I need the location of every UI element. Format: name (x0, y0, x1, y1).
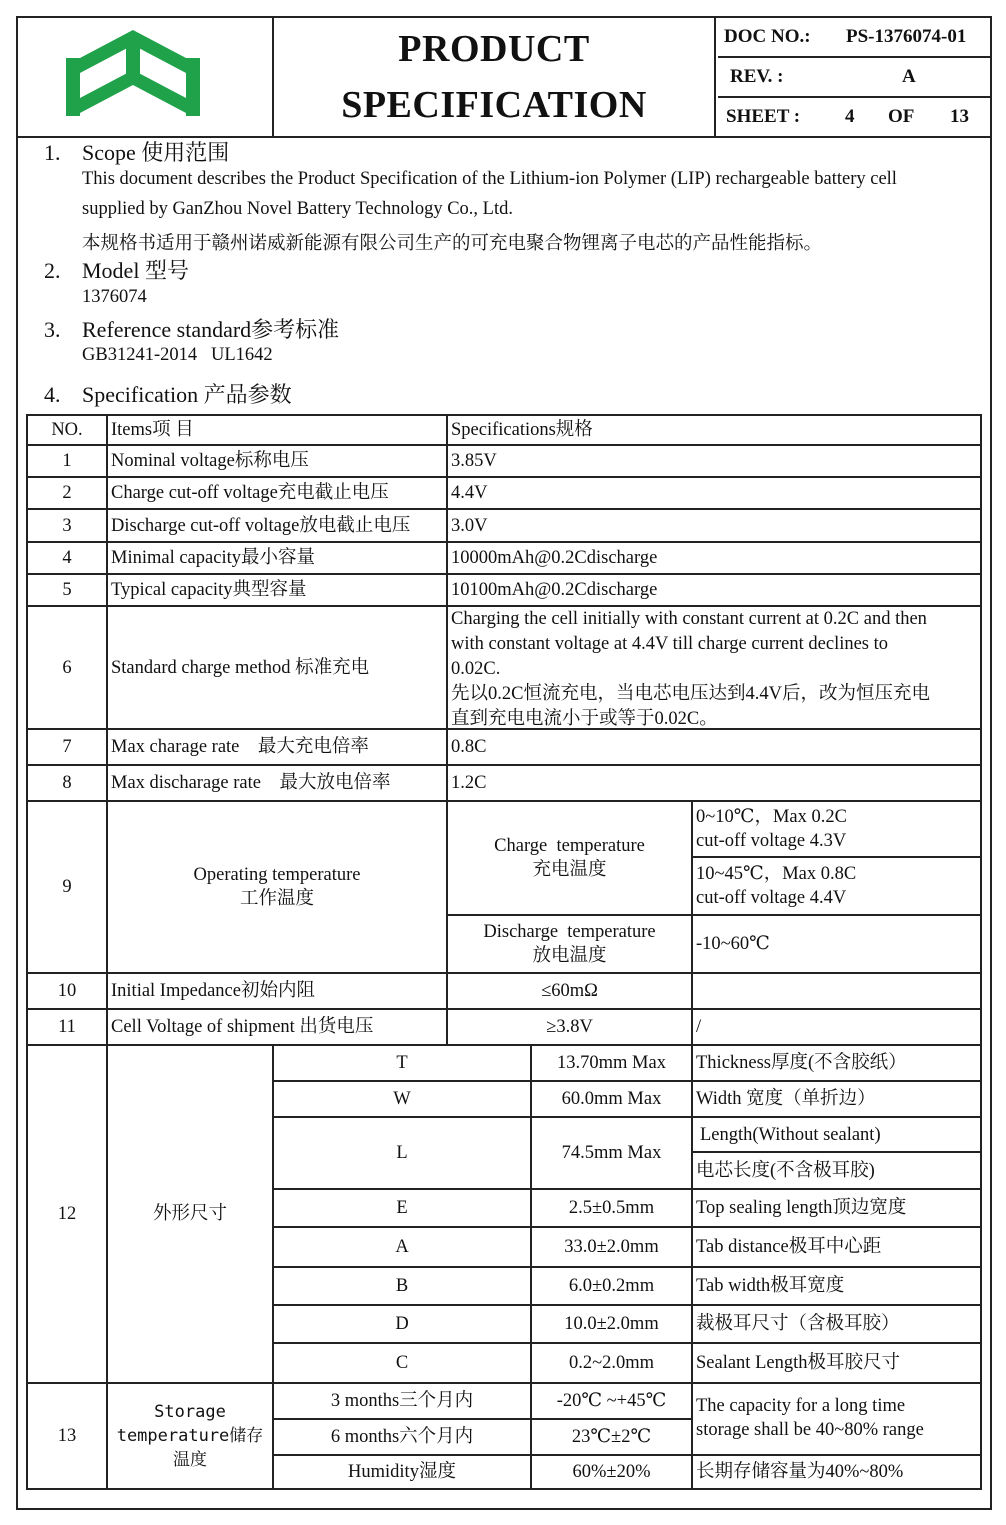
storage-period: 3 months三个月内 (272, 1382, 532, 1420)
dim-description: Width 宽度（单折边） (691, 1080, 982, 1118)
row-no: 13 (26, 1382, 108, 1490)
dim-description: Thickness厚度(不含胶纸） (691, 1044, 982, 1082)
dim-symbol: W (272, 1080, 532, 1118)
item-line: Charge temperature (494, 836, 645, 856)
row-item: Minimal capacity最小容量 (106, 541, 448, 575)
section-title: Scope 使用范围 (82, 140, 230, 165)
section-model (44, 254, 189, 285)
section-number: 3. (44, 317, 61, 342)
storage-value: -20℃ ~+45℃ (530, 1382, 693, 1420)
item-line: 充电温度 (532, 860, 607, 880)
dim-value: 60.0mm Max (530, 1080, 693, 1118)
total-sheets: 13 (950, 106, 969, 127)
dim-value: 33.0±2.0mm (530, 1226, 693, 1268)
storage-value: 23℃±2℃ (530, 1418, 693, 1456)
row-item: Standard charge method 标准充电 (106, 605, 448, 730)
row-spec: 3.85V (446, 444, 982, 478)
row-item: Max charage rate 最大充电倍率 (106, 728, 448, 766)
sheet-row (718, 98, 990, 136)
logo-cell (18, 18, 274, 136)
row-spec-multiline (446, 605, 982, 730)
rev-label: REV. : (730, 66, 784, 87)
col-header-no: NO. (26, 414, 108, 446)
row-spec: 4.4V (446, 476, 982, 510)
row-spec: 10000mAh@0.2Cdischarge (446, 541, 982, 575)
note-line: The capacity for a long time (696, 1396, 906, 1416)
row-item: Initial Impedance初始内阻 (106, 972, 448, 1010)
dim-value: 0.2~2.0mm (530, 1342, 693, 1384)
section-scope (44, 136, 229, 167)
dim-description: Tab width极耳宽度 (691, 1266, 982, 1306)
section-title: Reference standard参考标准 (82, 317, 340, 342)
dim-description: 裁极耳尺寸（含极耳胶） (691, 1304, 982, 1344)
discharge-range: -10~60℃ (691, 914, 982, 974)
row-spec: ≥3.8V (446, 1008, 693, 1046)
sheet-label: SHEET : (726, 106, 801, 127)
dim-description: Top sealing length顶边宽度 (691, 1188, 982, 1228)
row-spec: ≤60mΩ (446, 972, 693, 1010)
item-line: 工作温度 (239, 889, 314, 909)
section-specification (44, 378, 292, 409)
dim-description: 电芯长度(不含极耳胶) (691, 1151, 982, 1190)
item-line: Discharge temperature (483, 922, 656, 942)
row-spec: 10100mAh@0.2Cdischarge (446, 573, 982, 607)
col-header-items: Items项 目 (106, 414, 448, 446)
row-no: 8 (26, 764, 108, 802)
row-item: Charge cut-off voltage充电截止电压 (106, 476, 448, 510)
dim-value: 6.0±0.2mm (530, 1266, 693, 1306)
row-item: Max discharage rate 最大放电倍率 (106, 764, 448, 802)
row-no: 9 (26, 800, 108, 974)
storage-note-cn: 长期存储容量为40%~80% (691, 1454, 982, 1490)
row-spec: 0.8C (446, 728, 982, 766)
section-number: 2. (44, 258, 61, 283)
dim-description: Length(Without sealant) (691, 1116, 982, 1153)
spec-line: 0.02C. (451, 659, 501, 679)
doc-no-row (718, 18, 990, 58)
dim-symbol: B (272, 1266, 532, 1306)
model-value: 1376074 (82, 287, 147, 307)
row-item: Cell Voltage of shipment 出货电压 (106, 1008, 448, 1046)
dimensions-label: 外形尺寸 (106, 1044, 274, 1384)
dim-symbol: D (272, 1304, 532, 1344)
row-item: Discharge cut-off voltage放电截止电压 (106, 508, 448, 543)
storage-temperature-label (106, 1382, 274, 1490)
title-line-2: SPECIFICATION (341, 84, 647, 126)
rev-value: A (902, 66, 916, 87)
row-no: 12 (26, 1044, 108, 1384)
storage-humidity: Humidity湿度 (272, 1454, 532, 1490)
dim-description: Tab distance极耳中心距 (691, 1226, 982, 1268)
dim-value: 13.70mm Max (530, 1044, 693, 1082)
spec-page (16, 16, 992, 1510)
sheet-value: 4 (845, 106, 855, 127)
row-no: 11 (26, 1008, 108, 1046)
section-number: 1. (44, 140, 61, 165)
range-line: cut-off voltage 4.3V (696, 831, 847, 851)
range-line: 0~10℃，Max 0.2C (696, 807, 847, 827)
row-item: Nominal voltage标称电压 (106, 444, 448, 478)
charge-range-1 (691, 800, 982, 858)
row-no: 3 (26, 508, 108, 543)
document-header (18, 18, 990, 138)
spec-line: Charging the cell initially with constant current at 0.2C and then (451, 609, 927, 629)
doc-no-label: DOC NO.: (724, 26, 811, 47)
spec-line: with constant voltage at 4.4V till charge current declines to (451, 634, 889, 654)
dim-value: 74.5mm Max (530, 1116, 693, 1190)
discharge-temperature-cell (446, 914, 693, 974)
item-line: 放电温度 (532, 946, 607, 966)
storage-period: 6 months六个月内 (272, 1418, 532, 1456)
dim-symbol: E (272, 1188, 532, 1228)
row-no: 10 (26, 972, 108, 1010)
dim-symbol: T (272, 1044, 532, 1082)
dim-symbol: A (272, 1226, 532, 1268)
reference-value: GB31241-2014 UL1642 (82, 345, 273, 365)
section-title: Model 型号 (82, 258, 189, 283)
range-line: cut-off voltage 4.4V (696, 888, 847, 908)
doc-no-value: PS-1376074-01 (846, 26, 967, 47)
section-reference (44, 313, 339, 344)
section-title: Specification 产品参数 (82, 382, 292, 407)
document-title (274, 18, 716, 136)
spec-line: 先以0.2C恒流充电，当电芯电压达到4.4V后，改为恒压充电 (451, 684, 930, 704)
storage-value: 60%±20% (530, 1454, 693, 1490)
row-no: 1 (26, 444, 108, 478)
brand-logo-icon (18, 18, 272, 136)
label-line: Storage (154, 1402, 226, 1422)
row-no: 7 (26, 728, 108, 766)
range-line: 10~45℃，Max 0.8C (696, 864, 857, 884)
document-info (718, 18, 990, 136)
scope-line-1: This document describes the Product Specification of the Lithium-ion Polymer (LIP) rechargeable battery cell (82, 169, 897, 189)
note-line: storage shall be 40~80% range (696, 1420, 924, 1440)
label-line: 温度 (173, 1450, 207, 1470)
charge-temperature-cell (446, 800, 693, 916)
row-no: 2 (26, 476, 108, 510)
dim-description: Sealant Length极耳胶尺寸 (691, 1342, 982, 1384)
dim-value: 10.0±2.0mm (530, 1304, 693, 1344)
row-spec: 3.0V (446, 508, 982, 543)
scope-line-3: 本规格书适用于赣州诺威新能源有限公司生产的可充电聚合物锂离子电芯的产品性能指标。 (82, 234, 823, 254)
section-number: 4. (44, 382, 61, 407)
label-line: temperature储存 (116, 1426, 264, 1446)
row-item: Typical capacity典型容量 (106, 573, 448, 607)
row-spec: 1.2C (446, 764, 982, 802)
rev-row (718, 58, 990, 98)
row-no: 5 (26, 573, 108, 607)
item-line: Operating temperature (193, 865, 361, 885)
dim-value: 2.5±0.5mm (530, 1188, 693, 1228)
row-extra: / (691, 1008, 982, 1046)
charge-range-2 (691, 856, 982, 916)
scope-line-2: supplied by GanZhou Novel Battery Technology Co., Ltd. (82, 199, 513, 219)
title-line-1: PRODUCT (398, 28, 590, 70)
storage-note (691, 1382, 982, 1456)
row-no: 4 (26, 541, 108, 575)
row-extra (691, 972, 982, 1010)
row-no: 6 (26, 605, 108, 730)
dim-symbol: L (272, 1116, 532, 1190)
operating-temperature-cell (106, 800, 448, 974)
dim-symbol: C (272, 1342, 532, 1384)
col-header-spec: Specifications规格 (446, 414, 982, 446)
of-label: OF (888, 106, 915, 127)
spec-line: 直到充电电流小于或等于0.02C。 (451, 709, 718, 729)
